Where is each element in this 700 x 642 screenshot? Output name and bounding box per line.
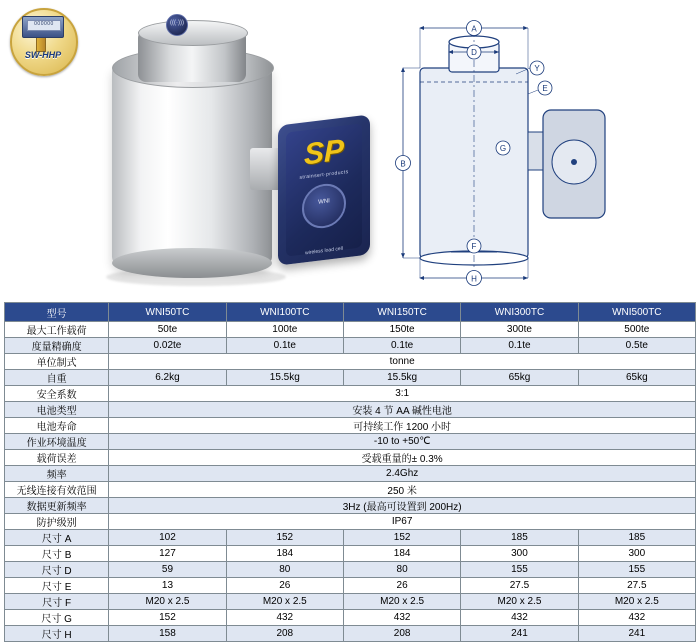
- table-row-label: 安全系数: [5, 386, 109, 402]
- table-row-label: 尺寸 A: [5, 530, 109, 546]
- table-cell: 0.1te: [226, 338, 343, 354]
- table-cell: 15.5kg: [226, 370, 343, 386]
- table-row: [5, 626, 696, 642]
- handheld-screen-line1: 000000: [34, 21, 54, 27]
- table-cell: 3Hz (最高可设置到 200Hz): [109, 498, 696, 514]
- svg-text:D: D: [471, 48, 477, 58]
- load-cell-base: [112, 248, 272, 278]
- table-cell: 受载重量的± 0.3%: [109, 450, 696, 466]
- table-cell: 432: [343, 610, 460, 626]
- transmitter-dial-label: WNI: [318, 198, 330, 206]
- table-row-label: 尺寸 F: [5, 594, 109, 610]
- svg-text:H: H: [471, 274, 477, 284]
- table-body: [5, 322, 696, 642]
- table-cell: 26: [226, 578, 343, 594]
- table-row: [5, 386, 696, 402]
- svg-text:F: F: [471, 242, 477, 252]
- handheld-screen: [27, 20, 61, 31]
- specification-table-wrap: [4, 302, 696, 642]
- table-cell: 80: [226, 562, 343, 578]
- table-cell: 0.5te: [578, 338, 695, 354]
- table-cell: 65kg: [578, 370, 695, 386]
- svg-text:A: A: [471, 24, 477, 34]
- table-row-label: 尺寸 E: [5, 578, 109, 594]
- table-cell: 241: [578, 626, 695, 642]
- table-cell: 59: [109, 562, 226, 578]
- sw-hhp-badge: [8, 6, 86, 74]
- table-header-wni300tc: WNI300TC: [461, 303, 578, 322]
- table-cell: tonne: [109, 354, 696, 370]
- table-header-wni150tc: WNI150TC: [343, 303, 460, 322]
- dimension-drawing: [385, 10, 695, 295]
- table-cell: 0.1te: [461, 338, 578, 354]
- table-cell: 300: [461, 546, 578, 562]
- load-cell-body: [112, 62, 272, 267]
- table-cell: 26: [343, 578, 460, 594]
- table-cell: 208: [226, 626, 343, 642]
- table-row-label: 尺寸 H: [5, 626, 109, 642]
- table-row-label: 尺寸 G: [5, 610, 109, 626]
- table-cell: 158: [109, 626, 226, 642]
- table-cell: 300: [578, 546, 695, 562]
- table-row-label: 频率: [5, 466, 109, 482]
- table-cell: M20 x 2.5: [343, 594, 460, 610]
- table-row: [5, 530, 696, 546]
- transmitter-bottom-label: wireless load cell: [305, 245, 343, 257]
- dimension-drawing-svg: [385, 10, 695, 295]
- table-row-label: 防护级别: [5, 514, 109, 530]
- table-cell: 100te: [226, 322, 343, 338]
- table-cell: 152: [226, 530, 343, 546]
- table-cell: 155: [461, 562, 578, 578]
- table-row: [5, 322, 696, 338]
- table-header-row: [5, 303, 696, 322]
- table-cell: -10 to +50℃: [109, 434, 696, 450]
- handheld-display-icon: [22, 16, 64, 38]
- table-row-label: 尺寸 D: [5, 562, 109, 578]
- table-row-label: 最大工作载荷: [5, 322, 109, 338]
- wireless-transmitter: [278, 114, 370, 265]
- svg-text:G: G: [499, 144, 507, 154]
- table-cell: 185: [578, 530, 695, 546]
- table-cell: 3:1: [109, 386, 696, 402]
- table-cell: 6.2kg: [109, 370, 226, 386]
- table-cell: 安装 4 节 AA 碱性电池: [109, 402, 696, 418]
- table-row: [5, 594, 696, 610]
- specification-table: [4, 302, 696, 642]
- table-cell: 432: [226, 610, 343, 626]
- table-cell: 150te: [343, 322, 460, 338]
- table-cell: 155: [578, 562, 695, 578]
- table-cell: 241: [461, 626, 578, 642]
- table-cell: 152: [343, 530, 460, 546]
- table-cell: 65kg: [461, 370, 578, 386]
- table-cell: 432: [461, 610, 578, 626]
- table-row-label: 单位制式: [5, 354, 109, 370]
- table-row: [5, 482, 696, 498]
- table-cell: M20 x 2.5: [109, 594, 226, 610]
- table-row: [5, 546, 696, 562]
- table-cell: M20 x 2.5: [461, 594, 578, 610]
- table-row-label: 电池寿命: [5, 418, 109, 434]
- table-header-model: 型号: [5, 303, 109, 322]
- table-row: [5, 418, 696, 434]
- antenna-icon: [166, 14, 188, 36]
- table-cell: 300te: [461, 322, 578, 338]
- table-row: [5, 498, 696, 514]
- table-cell: IP67: [109, 514, 696, 530]
- table-cell: 15.5kg: [343, 370, 460, 386]
- table-cell: 2.4Ghz: [109, 466, 696, 482]
- svg-text:Y: Y: [534, 64, 540, 74]
- table-cell: 102: [109, 530, 226, 546]
- table-cell: 432: [578, 610, 695, 626]
- table-cell: 0.02te: [109, 338, 226, 354]
- brand-subtitle: strainsert·products: [299, 168, 349, 182]
- table-cell: 27.5: [461, 578, 578, 594]
- table-cell: M20 x 2.5: [578, 594, 695, 610]
- table-row-label: 无线连接有效范围: [5, 482, 109, 498]
- table-cell: 13: [109, 578, 226, 594]
- table-cell: 80: [343, 562, 460, 578]
- svg-text:E: E: [542, 84, 548, 94]
- table-cell: 127: [109, 546, 226, 562]
- table-row: [5, 434, 696, 450]
- product-illustration-area: [0, 0, 700, 300]
- table-row-label: 数据更新频率: [5, 498, 109, 514]
- table-row-label: 电池类型: [5, 402, 109, 418]
- table-cell: 208: [343, 626, 460, 642]
- table-row: [5, 610, 696, 626]
- table-row: [5, 466, 696, 482]
- badge-label: SW-HHP: [24, 50, 62, 60]
- table-cell: 152: [109, 610, 226, 626]
- table-header-wni100tc: WNI100TC: [226, 303, 343, 322]
- svg-text:B: B: [400, 159, 406, 169]
- table-row: [5, 578, 696, 594]
- table-row: [5, 338, 696, 354]
- table-row-label: 尺寸 B: [5, 546, 109, 562]
- table-header-wni500tc: WNI500TC: [578, 303, 695, 322]
- table-row: [5, 370, 696, 386]
- table-cell: M20 x 2.5: [226, 594, 343, 610]
- table-row-label: 载荷误差: [5, 450, 109, 466]
- table-cell: 185: [461, 530, 578, 546]
- table-row: [5, 514, 696, 530]
- table-cell: 184: [226, 546, 343, 562]
- antenna-signal-label: (((·))): [170, 20, 184, 26]
- table-row: [5, 354, 696, 370]
- table-row: [5, 450, 696, 466]
- table-row-label: 自重: [5, 370, 109, 386]
- table-cell: 184: [343, 546, 460, 562]
- table-row-label: 作业环境温度: [5, 434, 109, 450]
- table-row: [5, 402, 696, 418]
- table-cell: 可持续工作 1200 小时: [109, 418, 696, 434]
- table-header-wni50tc: WNI50TC: [109, 303, 226, 322]
- table-row: [5, 562, 696, 578]
- load-cell-boss-top: [138, 20, 248, 46]
- load-cell-photo: [100, 20, 370, 285]
- table-row-label: 度量精确度: [5, 338, 109, 354]
- table-cell: 27.5: [578, 578, 695, 594]
- table-cell: 50te: [109, 322, 226, 338]
- table-cell: 500te: [578, 322, 695, 338]
- table-cell: 0.1te: [343, 338, 460, 354]
- table-cell: 250 米: [109, 482, 696, 498]
- brand-logo: SP: [304, 133, 345, 172]
